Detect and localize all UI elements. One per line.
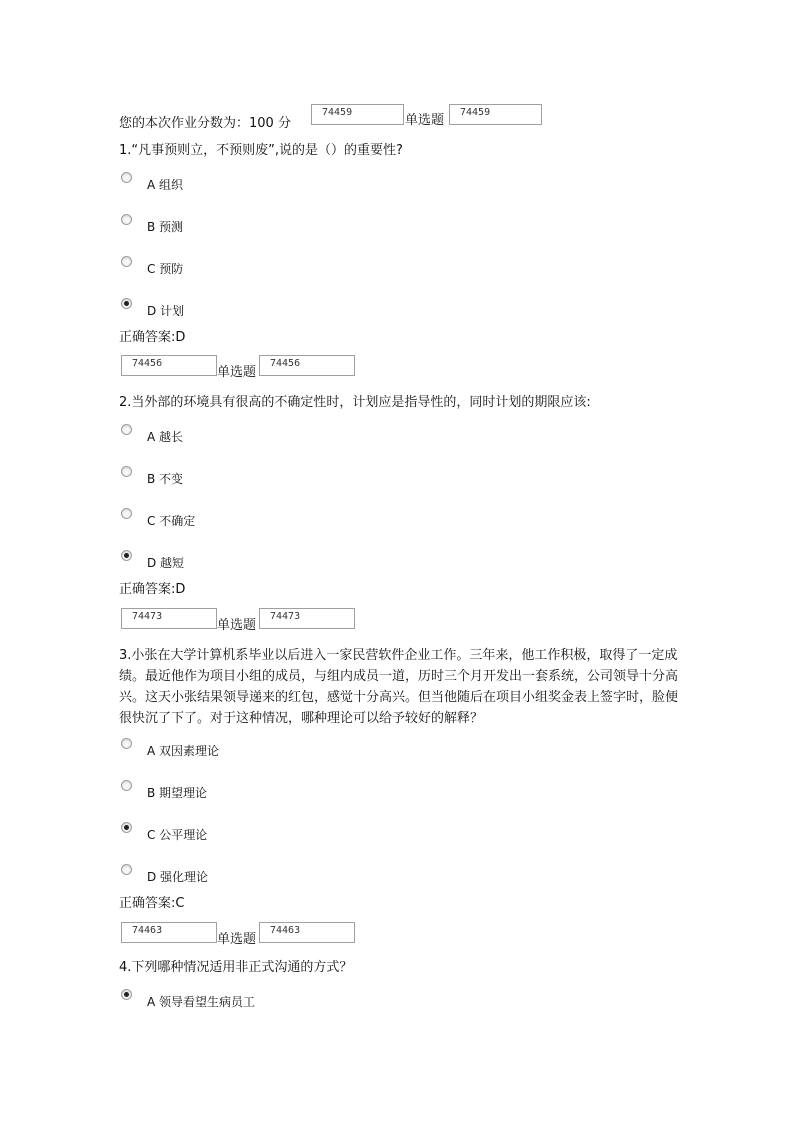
q1-type-label: 单选题 xyxy=(217,365,257,380)
radio-selected-dot xyxy=(124,992,129,997)
q3-option-a-radio[interactable] xyxy=(121,738,132,749)
q3-option-d-label: D 强化理论 xyxy=(147,870,209,884)
q3-id-field-1[interactable]: 74463 xyxy=(121,922,217,943)
question-4-text: 4.下列哪种情况适用非正式沟通的方式？ xyxy=(119,960,353,975)
q1-option-b-radio[interactable] xyxy=(121,214,132,225)
q3-correct-answer: 正确答案:C xyxy=(119,896,185,911)
q2-option-c-radio[interactable] xyxy=(121,508,132,519)
q1-id-field-2[interactable]: 74456 xyxy=(259,355,355,376)
q4-option-a-label: A 领导看望生病员工 xyxy=(147,995,256,1009)
q3-option-c-radio[interactable] xyxy=(121,822,132,833)
q2-option-b-radio[interactable] xyxy=(121,466,132,477)
q1-option-a-label: A 组织 xyxy=(147,178,184,192)
q1-option-d-radio[interactable] xyxy=(121,298,132,309)
q1-id-field-1[interactable]: 74456 xyxy=(121,355,217,376)
q2-id-field-1[interactable]: 74473 xyxy=(121,608,217,629)
q3-option-b-radio[interactable] xyxy=(121,780,132,791)
q2-type-label: 单选题 xyxy=(217,618,257,633)
radio-selected-dot xyxy=(124,553,129,558)
q3-option-c-label: C 公平理论 xyxy=(147,828,208,842)
q3-option-d-radio[interactable] xyxy=(121,864,132,875)
q3-type-label: 单选题 xyxy=(217,932,257,947)
question-type-label: 单选题 xyxy=(405,113,445,128)
q2-option-a-radio[interactable] xyxy=(121,424,132,435)
header-id-field-2[interactable]: 74459 xyxy=(449,104,542,125)
q1-option-c-radio[interactable] xyxy=(121,256,132,267)
q2-option-b-label: B 不变 xyxy=(147,472,184,486)
q1-correct-answer: 正确答案:D xyxy=(119,330,186,345)
question-3-text: 3.小张在大学计算机系毕业以后进入一家民营软件企业工作。三年来，他工作积极，取得了一定成绩。最近他作为项目小组的成员，与组内成员一道，历时三个月开发出一套系统，公司领导十分高兴。这天小张结果领导递来的红包，感觉十分高兴。但当他随后在项目小组奖金表上签字时，脸便很快沉了下了。对于这种情况，哪种理论可以给予较好的解释？ xyxy=(119,648,679,726)
question-1-text: 1.“凡事预则立，不预则废”,说的是（）的重要性? xyxy=(119,143,403,158)
q2-option-d-radio[interactable] xyxy=(121,550,132,561)
q1-option-a-radio[interactable] xyxy=(121,172,132,183)
score-label: 您的本次作业分数为：100 分 xyxy=(119,116,291,131)
q2-correct-answer: 正确答案:D xyxy=(119,582,186,597)
q1-option-d-label: D 计划 xyxy=(147,304,185,318)
q2-id-field-2[interactable]: 74473 xyxy=(259,608,355,629)
q3-option-b-label: B 期望理论 xyxy=(147,786,208,800)
header-id-field-1[interactable]: 74459 xyxy=(311,104,404,125)
q1-option-c-label: C 预防 xyxy=(147,262,184,276)
question-2-text: 2.当外部的环境具有很高的不确定性时，计划应是指导性的，同时计划的期限应该: xyxy=(119,395,591,410)
radio-selected-dot xyxy=(124,301,129,306)
q3-id-field-2[interactable]: 74463 xyxy=(259,922,355,943)
q4-option-a-radio[interactable] xyxy=(121,989,132,1000)
q2-option-d-label: D 越短 xyxy=(147,556,185,570)
q1-option-b-label: B 预测 xyxy=(147,220,184,234)
q3-option-a-label: A 双因素理论 xyxy=(147,744,220,758)
q2-option-a-label: A 越长 xyxy=(147,430,184,444)
radio-selected-dot xyxy=(124,825,129,830)
q2-option-c-label: C 不确定 xyxy=(147,514,196,528)
